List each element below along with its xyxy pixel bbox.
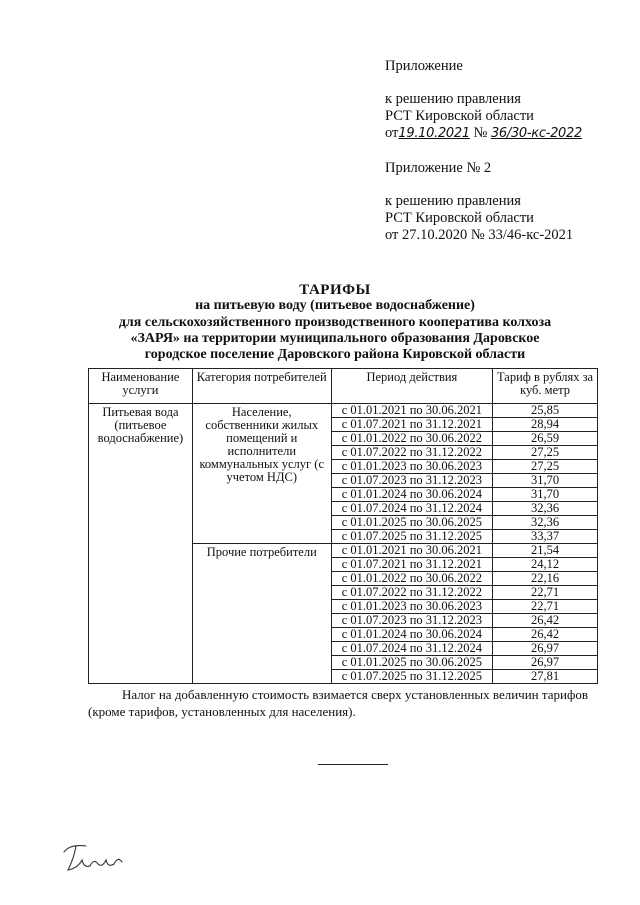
tariff-cell: 32,36: [493, 502, 598, 516]
appendix-heading: Приложение: [385, 58, 463, 74]
period-cell: с 01.01.2021 по 30.06.2021: [331, 544, 492, 558]
header-category: Категория потребителей: [192, 369, 331, 404]
period-cell: с 01.07.2021 по 31.12.2021: [331, 558, 492, 572]
appendix-2-authority-line: РСТ Кировской области: [385, 210, 534, 226]
closing-rule: [318, 764, 388, 765]
period-cell: с 01.01.2025 по 30.06.2025: [331, 656, 492, 670]
period-cell: с 01.01.2025 по 30.06.2025: [331, 516, 492, 530]
tariff-cell: 22,16: [493, 572, 598, 586]
period-cell: с 01.07.2025 по 31.12.2025: [331, 530, 492, 544]
tariff-cell: 32,36: [493, 516, 598, 530]
tariff-cell: 26,97: [493, 656, 598, 670]
tariff-cell: 22,71: [493, 586, 598, 600]
tariff-table: [88, 368, 598, 684]
period-cell: с 01.01.2022 по 30.06.2022: [331, 432, 492, 446]
period-cell: с 01.07.2022 по 31.12.2022: [331, 586, 492, 600]
document-title: [75, 282, 595, 363]
period-cell: с 01.07.2021 по 31.12.2021: [331, 418, 492, 432]
tariff-cell: 33,37: [493, 530, 598, 544]
tariff-cell: 21,54: [493, 544, 598, 558]
appendix-2-date-number-line: от 27.10.2020 № 33/46-кс-2021: [385, 227, 574, 243]
appendix-2-decision-line: к решению правления: [385, 193, 521, 209]
table-row: [89, 404, 598, 418]
service-name-cell: Питьевая вода (питьевое водоснабжение): [89, 404, 193, 684]
period-cell: с 01.01.2022 по 30.06.2022: [331, 572, 492, 586]
category-cell: Население, собственники жилых помещений и исполнители коммунальных услуг (с учетом НДС): [192, 404, 331, 544]
period-cell: с 01.01.2021 по 30.06.2021: [331, 404, 492, 418]
handwritten-number: 36/30-кс-2022: [490, 126, 582, 141]
appendix-decision-line: к решению правления: [385, 91, 521, 107]
period-cell: с 01.01.2023 по 30.06.2023: [331, 460, 492, 474]
tariff-cell: 25,85: [493, 404, 598, 418]
tariff-cell: 28,94: [493, 418, 598, 432]
handwritten-signature: [60, 838, 130, 878]
title-line-3: «ЗАРЯ» на территории муниципального образования Даровское: [130, 330, 540, 346]
period-cell: с 01.01.2023 по 30.06.2023: [331, 600, 492, 614]
tariff-cell: 27,25: [493, 446, 598, 460]
appendix-current-block: [385, 58, 582, 142]
tariff-cell: 24,12: [493, 558, 598, 572]
period-cell: с 01.07.2025 по 31.12.2025: [331, 670, 492, 684]
tariff-cell: 27,81: [493, 670, 598, 684]
header-tariff: Тариф в рублях за куб. метр: [493, 369, 598, 404]
tariff-table-body: [89, 404, 598, 684]
tariff-cell: 22,71: [493, 600, 598, 614]
tariff-cell: 31,70: [493, 474, 598, 488]
title-line-2: для сельскохозяйственного производственного кооператива колхоза: [118, 314, 552, 330]
period-cell: с 01.07.2023 по 31.12.2023: [331, 474, 492, 488]
period-cell: с 01.01.2024 по 30.06.2024: [331, 628, 492, 642]
tariff-cell: 31,70: [493, 488, 598, 502]
tariff-cell: 26,42: [493, 614, 598, 628]
period-cell: с 01.01.2024 по 30.06.2024: [331, 488, 492, 502]
tariff-cell: 26,42: [493, 628, 598, 642]
appendix-2-heading: Приложение № 2: [385, 160, 492, 176]
appendix-original-block: [385, 160, 573, 244]
vat-note: Налог на добавленную стоимость взимается сверх установленных величин тарифов (кроме тарифов, установленных для населения).: [88, 687, 589, 719]
category-cell: Прочие потребители: [192, 544, 331, 684]
period-cell: с 01.07.2024 по 31.12.2024: [331, 502, 492, 516]
appendix-authority-line: РСТ Кировской области: [385, 108, 534, 124]
title-line-4: городское поселение Даровского района Кировской области: [144, 347, 526, 363]
title-main: ТАРИФЫ: [299, 282, 371, 298]
table-header-row: [89, 369, 598, 404]
title-line-1: на питьевую воду (питьевое водоснабжение): [195, 298, 475, 314]
period-cell: с 01.07.2023 по 31.12.2023: [331, 614, 492, 628]
period-cell: с 01.07.2024 по 31.12.2024: [331, 642, 492, 656]
appendix-date-number-line: [385, 125, 582, 142]
tariff-cell: 27,25: [493, 460, 598, 474]
number-sign: №: [473, 125, 488, 141]
header-service: Наименование услуги: [89, 369, 193, 404]
header-period: Период действия: [331, 369, 492, 404]
tariff-cell: 26,97: [493, 642, 598, 656]
handwritten-date: 19.10.2021: [398, 126, 470, 141]
appendix-ot-prefix: от: [385, 125, 399, 141]
period-cell: с 01.07.2022 по 31.12.2022: [331, 446, 492, 460]
tariff-cell: 26,59: [493, 432, 598, 446]
